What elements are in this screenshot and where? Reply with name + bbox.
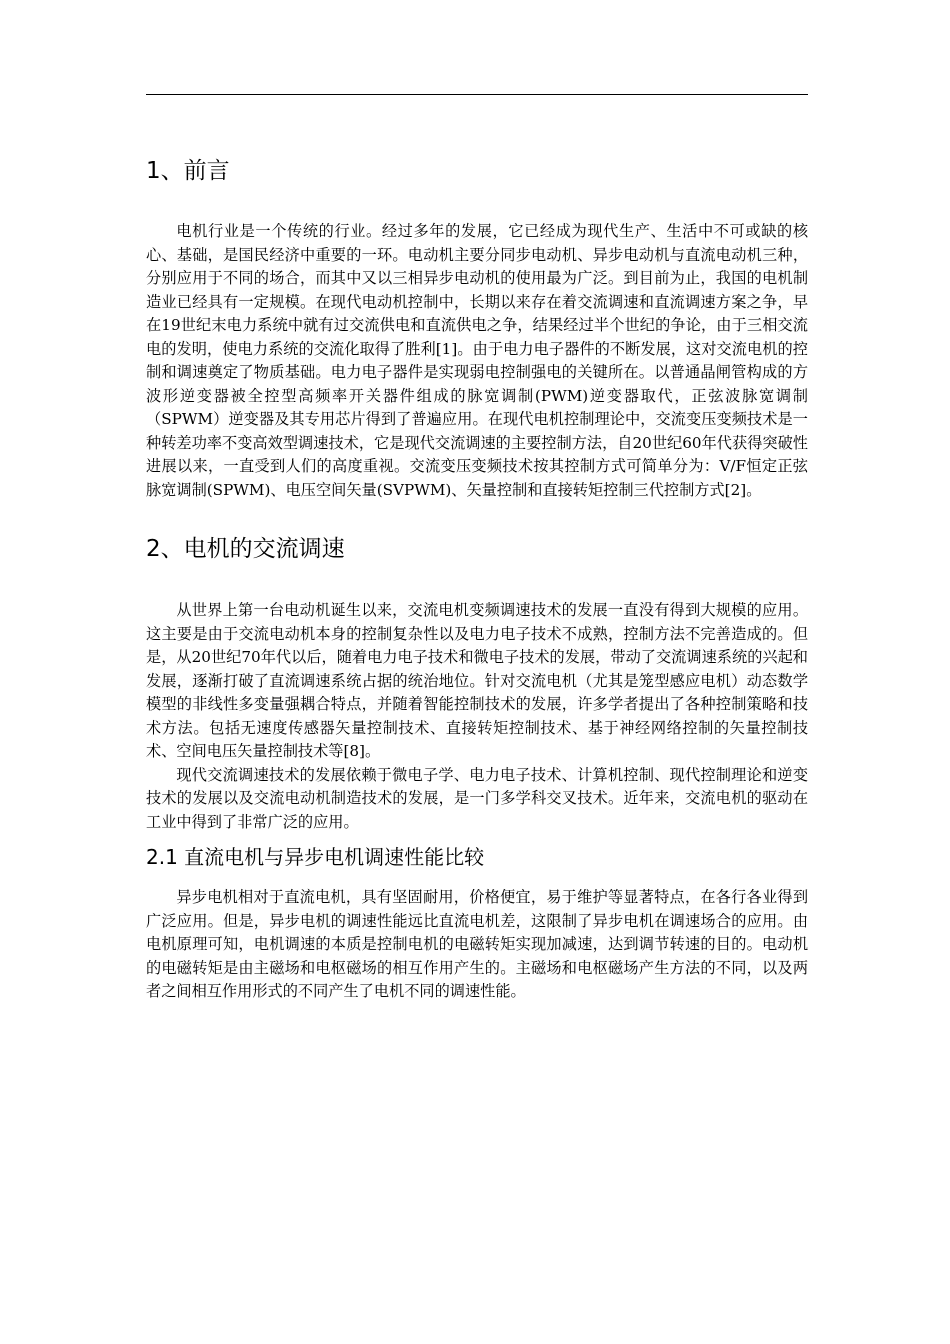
section-heading-preface: 1、前言 bbox=[146, 158, 230, 184]
subsection-heading-dc-vs-async: 2.1 直流电机与异步电机调速性能比较 bbox=[146, 845, 485, 869]
paragraph-ac-speed-modern: 现代交流调速技术的发展依赖于微电子学、电力电子技术、计算机控制、现代控制理论和逆变技术的发展以及交流电动机制造技术的发展，是一门多学科交叉技术。近年来，交流电机的驱动在工业中得到了非常广泛的应用。 bbox=[146, 765, 808, 831]
paragraph-dc-vs-async: 异步电机相对于直流电机，具有坚固耐用，价格便宜，易于维护等显著特点，在各行各业得到广泛应用。但是，异步电机的调速性能远比直流电机差，这限制了异步电机在调速场合的应用。由电机原理可知，电机调速的本质是控制电机的电磁转矩实现加减速，达到调节转速的目的。电动机的电磁转矩是由主磁场和电枢磁场的相互作用产生的。主磁场和电枢磁场产生方法的不同，以及两者之间相互作用形式的不同产生了电机不同的调速性能。 bbox=[146, 888, 808, 1000]
header-rule bbox=[146, 94, 808, 95]
section-heading-ac-speed-control: 2、电机的交流调速 bbox=[146, 536, 345, 562]
paragraph-ac-speed-history: 从世界上第一台电动机诞生以来，交流电机变频调速技术的发展一直没有得到大规模的应用。这主要是由于交流电动机本身的控制复杂性以及电力电子技术不成熟，控制方法不完善造成的。但是，从20世纪70年代以后，随着电力电子技术和微电子技术的发展，带动了交流调速系统的兴起和发展，逐渐打破了直流调速系统占据的统治地位。针对交流电机（尤其是笼型感应电机）动态数学模型的非线性多变量强耦合特点，并随着智能控制技术的发展，许多学者提出了各种控制策略和技术方法。包括无速度传感器矢量控制技术、直接转矩控制技术、基于神经网络控制的矢量控制技术、空间电压矢量控制技术等[8]。 bbox=[146, 601, 808, 760]
paragraph-preface: 电机行业是一个传统的行业。经过多年的发展，它已经成为现代生产、生活中不可或缺的核心、基础，是国民经济中重要的一环。电动机主要分同步电动机、异步电动机与直流电动机三种，分别应用于不同的场合，而其中又以三相异步电动机的使用最为广泛。到目前为止，我国的电机制造业已经具有一定规模。在现代电动机控制中，长期以来存在着交流调速和直流调速方案之争，早在19世纪末电力系统中就有过交流供电和直流供电之争，结果经过半个世纪的争论，由于三相交流电的发明，使电力系统的交流化取得了胜利[1]。由于电力电子器件的不断发展，这对交流电机的控制和调速奠定了物质基础。电力电子器件是实现弱电控制强电的关键所在。以普通晶闸管构成的方波形逆变器被全控型高频率开关器件组成的脉宽调制(PWM)逆变器取代，正弦波脉宽调制（SPWM）逆变器及其专用芯片得到了普遍应用。在现代电机控制理论中，交流变压变频技术是一种转差功率不变高效型调速技术，它是现代交流调速的主要控制方法，自20世纪60年代获得突破性进展以来，一直受到人们的高度重视。交流变压变频技术按其控制方式可简单分为：V/F恒定正弦脉宽调制(SPWM)、电压空间矢量(SVPWM)、矢量控制和直接转矩控制三代控制方式[2]。 bbox=[146, 222, 808, 499]
document-body bbox=[146, 150, 808, 1004]
